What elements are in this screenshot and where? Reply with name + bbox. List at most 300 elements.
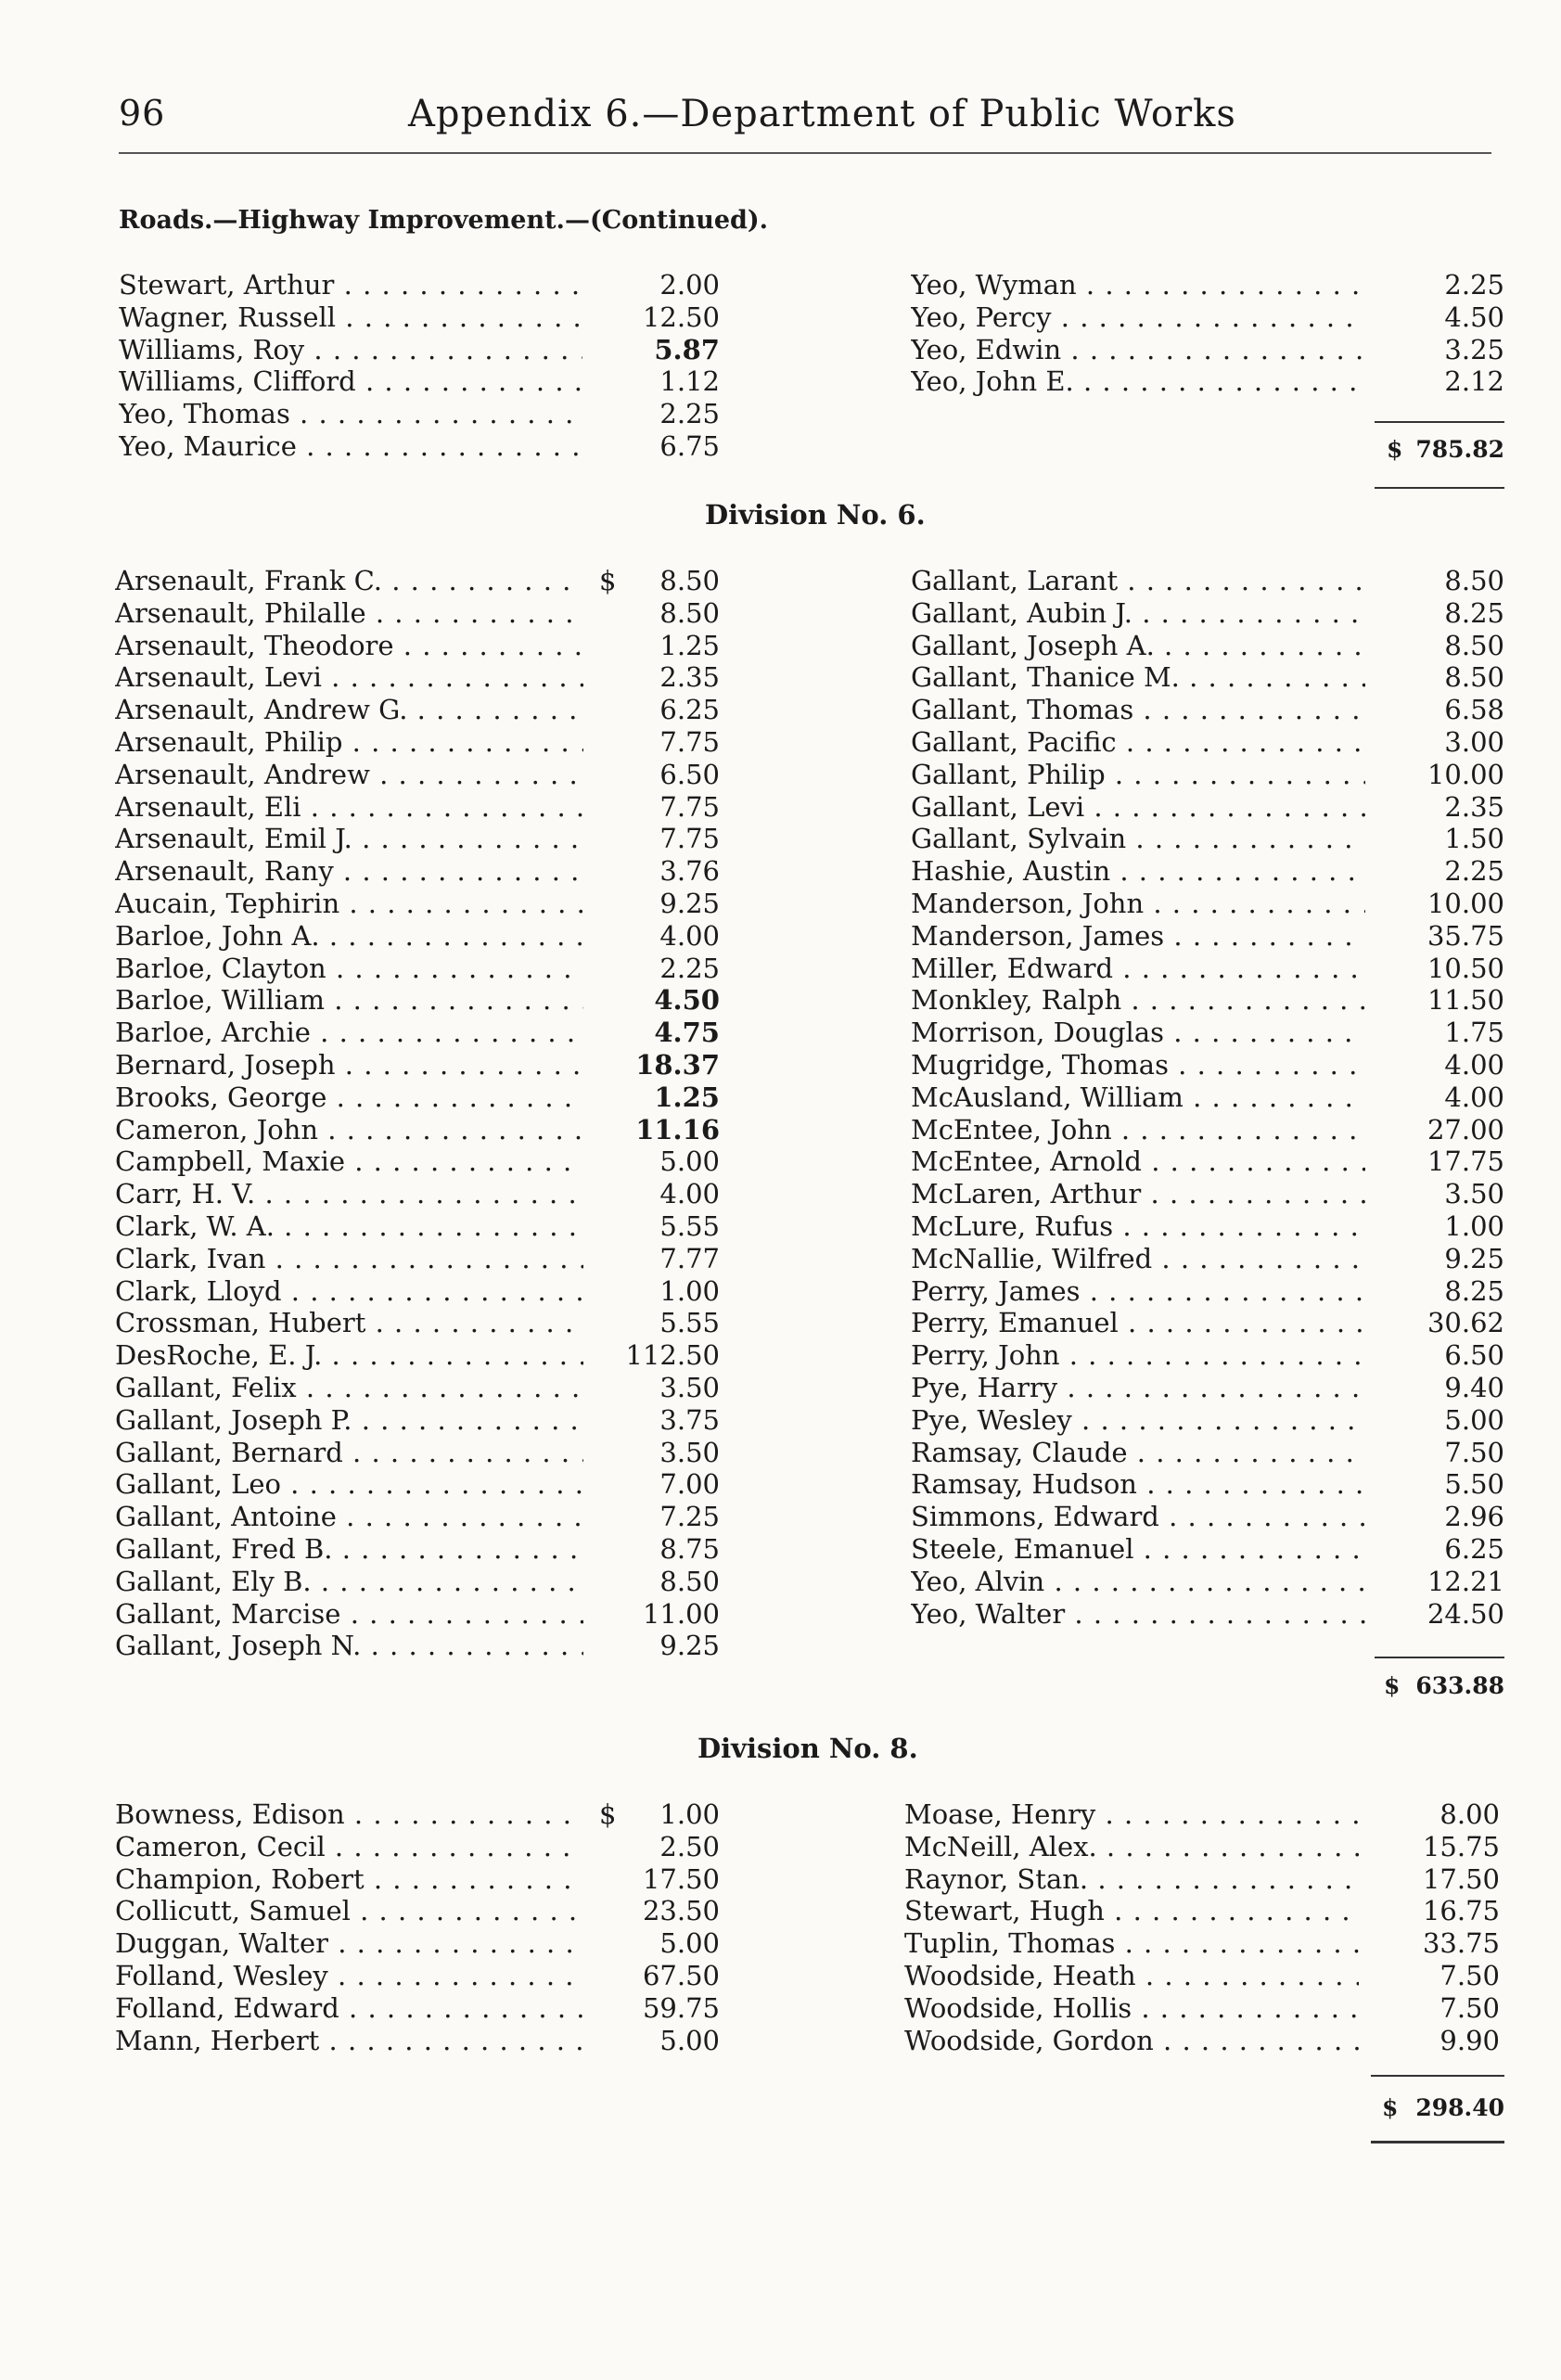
payment-amount: 5.00 (659, 1927, 720, 1960)
payee-name: Arsenault, Emil J. . . . (115, 823, 583, 855)
payee-name: Stewart, Arthur . . . (119, 269, 582, 301)
payment-amount: 18.37 (635, 1048, 720, 1081)
ledger-row (911, 855, 1514, 888)
payment-amount: 3.50 (1444, 1178, 1504, 1210)
ledger-row (119, 301, 722, 334)
ledger-row (119, 334, 722, 366)
payment-amount: 4.00 (659, 919, 720, 952)
payment-amount: 1.00 (1444, 1209, 1504, 1242)
payment-amount: 4.00 (1444, 1081, 1504, 1113)
ledger-row (911, 1049, 1514, 1081)
ledger-row (911, 1372, 1514, 1404)
ledger-row (911, 1533, 1514, 1566)
payee-name: Gallant, Joseph P. . . . (115, 1404, 583, 1437)
payee-name: Gallant, Antoine . . . (115, 1501, 583, 1533)
payee-name: Gallant, Leo . . . (115, 1468, 583, 1501)
payee-name: Barloe, Archie . . . (115, 1017, 583, 1049)
payment-amount: 1.50 (1444, 823, 1504, 855)
payment-amount: 17.50 (642, 1862, 720, 1895)
payment-amount: 4.50 (654, 984, 720, 1017)
payment-amount: 17.50 (1422, 1862, 1500, 1895)
payment-amount: 8.00 (1439, 1798, 1500, 1830)
ledger-row (911, 953, 1514, 985)
ledger-row (115, 1501, 727, 1533)
division-8-total (1382, 2094, 1504, 2126)
payee-name: DesRoche, E. J. . . . (115, 1339, 583, 1372)
payment-amount: 8.50 (659, 1565, 720, 1597)
payee-name: Wagner, Russell . . . (119, 301, 582, 334)
ledger-row (911, 1598, 1514, 1631)
payee-name: Yeo, Percy . . . (911, 301, 1365, 334)
payment-amount: 7.25 (659, 1501, 720, 1533)
payment-amount: 9.25 (659, 887, 720, 919)
division-8-total-currency: $ (1382, 2094, 1399, 2121)
ledger-row (115, 661, 727, 694)
payment-amount: 2.35 (1444, 790, 1504, 823)
continued-right-column (911, 269, 1514, 398)
payee-name: Stewart, Hugh . . . (904, 1895, 1359, 1927)
ledger-row (115, 1081, 727, 1114)
payee-name: Monkley, Ralph . . . (911, 984, 1365, 1017)
ledger-row (115, 823, 727, 855)
ledger-row (911, 1501, 1514, 1533)
division-6-total-value: 633.88 (1415, 1672, 1504, 1699)
ledger-row (911, 334, 1514, 366)
payee-name: Yeo, Thomas . . . (119, 398, 582, 430)
currency-sign: $ (599, 1798, 617, 1830)
ledger-row (115, 1960, 727, 1992)
payment-amount: 4.00 (1444, 1048, 1504, 1081)
payee-name: Manderson, John . . . (911, 888, 1365, 920)
ledger-row (115, 1992, 727, 2025)
payee-name: Perry, John . . . (911, 1339, 1365, 1372)
ledger-row (911, 630, 1514, 662)
ledger-row (115, 1533, 727, 1566)
payment-amount: 3.75 (659, 1403, 720, 1436)
payee-name: Ramsay, Hudson . . . (911, 1468, 1365, 1501)
division-6-total-currency: $ (1384, 1672, 1401, 1699)
payment-amount: 6.50 (659, 758, 720, 790)
ledger-row (911, 1081, 1514, 1114)
payment-amount: 11.00 (642, 1597, 720, 1630)
payee-name: Yeo, John E. . . . (911, 365, 1365, 398)
payment-amount: 10.00 (1427, 887, 1504, 919)
payment-amount: 33.75 (1422, 1927, 1500, 1960)
payment-amount: 2.25 (659, 398, 720, 430)
payment-amount: 3.50 (659, 1436, 720, 1468)
payment-amount: 2.00 (659, 269, 720, 301)
payee-name: Gallant, Felix . . . (115, 1372, 583, 1404)
payee-name: Yeo, Alvin . . . (911, 1566, 1365, 1598)
ledger-row (115, 1468, 727, 1501)
payment-amount: 6.25 (1444, 1532, 1504, 1565)
payee-name: Collicutt, Samuel . . . (115, 1895, 583, 1927)
payment-amount: 10.00 (1427, 758, 1504, 790)
ledger-row (115, 888, 727, 920)
payment-amount: 1.12 (659, 365, 720, 398)
ledger-row (119, 365, 722, 398)
ledger-row (904, 1992, 1507, 2025)
payee-name: Williams, Clifford . . . (119, 365, 582, 398)
payee-name: Campbell, Maxie . . . (115, 1145, 583, 1178)
ledger-row (115, 1114, 727, 1146)
ledger-row (904, 1895, 1507, 1927)
payment-amount: 7.75 (659, 823, 720, 855)
payment-amount: 7.77 (659, 1242, 720, 1274)
ledger-row (904, 1798, 1507, 1831)
payee-name: Gallant, Aubin J. . . . (911, 597, 1365, 630)
payment-amount: 3.76 (659, 855, 720, 888)
payee-name: Mugridge, Thomas . . . (911, 1049, 1365, 1081)
payment-amount: 10.50 (1427, 952, 1504, 984)
ledger-row (911, 365, 1514, 398)
ledger-row (904, 2025, 1507, 2057)
payment-amount: 8.25 (1444, 1274, 1504, 1307)
payee-name: Yeo, Wyman . . . (911, 269, 1365, 301)
payee-name: Woodside, Heath . . . (904, 1960, 1359, 1992)
payment-amount: 35.75 (1427, 919, 1504, 952)
ledger-row (115, 920, 727, 953)
payee-name: Raynor, Stan. . . . (904, 1863, 1359, 1896)
payee-name: Arsenault, Eli . . . (115, 791, 583, 824)
division-8-total-value: 298.40 (1415, 2094, 1504, 2121)
payee-name: McAusland, William . . . (911, 1081, 1365, 1114)
payee-name: McEntee, John . . . (911, 1114, 1365, 1146)
page-title: Appendix 6.—Department of Public Works (408, 93, 1236, 135)
payment-amount: 7.00 (659, 1468, 720, 1501)
ledger-row (115, 1404, 727, 1437)
payee-name: Manderson, James . . . (911, 920, 1365, 953)
payee-name: Barloe, John A. . . . (115, 920, 583, 953)
payee-name: Gallant, Sylvain . . . (911, 823, 1365, 855)
payment-amount: 1.75 (1444, 1017, 1504, 1049)
division-6-left-column (115, 565, 727, 1662)
ledger-row (119, 398, 722, 430)
ledger-row (119, 430, 722, 463)
payee-name: McNeill, Alex. . . . (904, 1831, 1359, 1863)
payment-amount: 8.50 (1444, 565, 1504, 596)
ledger-row (115, 1243, 727, 1275)
ledger-row (115, 1895, 727, 1927)
payment-amount: 1.25 (654, 1081, 720, 1113)
payee-name: Morrison, Douglas . . . (911, 1017, 1365, 1049)
payee-name: Duggan, Walter . . . (115, 1927, 583, 1960)
payment-amount: 30.62 (1427, 1307, 1504, 1339)
ledger-row (115, 791, 727, 824)
payee-name: Pye, Harry . . . (911, 1372, 1365, 1404)
ledger-row (911, 1145, 1514, 1178)
payment-amount: 11.16 (635, 1113, 720, 1145)
ledger-row (911, 661, 1514, 694)
ledger-row (904, 1863, 1507, 1896)
payment-amount: 4.50 (1444, 301, 1504, 333)
payee-name: Arsenault, Theodore . . . (115, 630, 583, 662)
ledger-row (911, 1178, 1514, 1210)
payee-name: Gallant, Philip . . . (911, 759, 1365, 791)
ledger-row (115, 1630, 727, 1662)
ledger-row (115, 953, 727, 985)
payee-name: Moase, Henry . . . (904, 1798, 1359, 1831)
payment-amount: 1.00 (659, 1274, 720, 1307)
payment-amount: 6.50 (1444, 1339, 1504, 1372)
division-6-title: Division No. 6. (705, 499, 926, 531)
ledger-row (115, 1798, 727, 1831)
payment-amount: 2.35 (659, 661, 720, 694)
ledger-row (911, 694, 1514, 726)
payee-name: Arsenault, Rany . . . (115, 855, 583, 888)
payee-name: Arsenault, Philalle . . . (115, 597, 583, 630)
ledger-row (115, 1339, 727, 1372)
ledger-row (911, 1468, 1514, 1501)
payee-name: Folland, Edward . . . (115, 1992, 583, 2025)
payee-name: Gallant, Thomas . . . (911, 694, 1365, 726)
payment-amount: 2.25 (659, 952, 720, 984)
ledger-row (904, 1960, 1507, 1992)
payee-name: Steele, Emanuel . . . (911, 1533, 1365, 1566)
ledger-row (115, 1927, 727, 1960)
payee-name: Ramsay, Claude . . . (911, 1437, 1365, 1469)
payee-name: Clark, Lloyd . . . (115, 1275, 583, 1308)
continued-total-value: 785.82 (1415, 436, 1504, 463)
payment-amount: 7.50 (1439, 1991, 1500, 2024)
payee-name: Arsenault, Frank C. . . . (115, 565, 583, 597)
payment-amount: 12.21 (1427, 1565, 1504, 1597)
payment-amount: 4.00 (659, 1178, 720, 1210)
division-8-title: Division No. 8. (697, 1733, 918, 1764)
page-header (119, 93, 1491, 158)
ledger-row (115, 1145, 727, 1178)
ledger-row (911, 1307, 1514, 1339)
payment-amount: 8.25 (1444, 596, 1504, 629)
continued-total (1387, 436, 1504, 467)
payment-amount: 24.50 (1427, 1597, 1504, 1630)
payee-name: Woodside, Gordon . . . (904, 2025, 1359, 2057)
payee-name: Arsenault, Levi . . . (115, 661, 583, 694)
continued-total-rule (1375, 421, 1504, 423)
ledger-row (911, 1339, 1514, 1372)
ledger-row (911, 791, 1514, 824)
payee-name: Cameron, John . . . (115, 1114, 583, 1146)
payee-name: Woodside, Hollis . . . (904, 1992, 1359, 2025)
payment-amount: 9.90 (1439, 2024, 1500, 2056)
ledger-row (119, 269, 722, 301)
payee-name: Bowness, Edison . . . (115, 1798, 583, 1831)
payment-amount: 1.00 (659, 1798, 720, 1830)
payment-amount: 7.50 (1444, 1436, 1504, 1468)
payee-name: Tuplin, Thomas . . . (904, 1927, 1359, 1960)
payee-name: Gallant, Larant . . . (911, 565, 1365, 597)
ledger-row (911, 759, 1514, 791)
payment-amount: 67.50 (642, 1959, 720, 1991)
payee-name: Gallant, Joseph A. . . . (911, 630, 1365, 662)
ledger-row (115, 1372, 727, 1404)
payment-amount: 15.75 (1422, 1830, 1500, 1862)
ledger-row (911, 1114, 1514, 1146)
payment-amount: 9.40 (1444, 1371, 1504, 1403)
payee-name: Yeo, Edwin . . . (911, 334, 1365, 366)
payment-amount: 4.75 (654, 1017, 720, 1049)
ledger-row (911, 1404, 1514, 1437)
payee-name: Gallant, Levi . . . (911, 791, 1365, 824)
payment-amount: 3.25 (1444, 333, 1504, 365)
division-8-right-column (904, 1798, 1507, 2056)
payment-amount: 7.75 (659, 790, 720, 823)
ledger-row (115, 565, 727, 597)
payee-name: McLaren, Arthur . . . (911, 1178, 1365, 1210)
payment-amount: 6.25 (659, 694, 720, 726)
ledger-row (115, 1049, 727, 1081)
section-title: Roads.—Highway Improvement.—(Continued). (119, 206, 769, 235)
ledger-row (911, 1210, 1514, 1243)
payment-amount: 112.50 (625, 1339, 720, 1372)
payee-name: McEntee, Arnold . . . (911, 1145, 1365, 1178)
ledger-row (115, 1275, 727, 1308)
ledger-row (115, 630, 727, 662)
ledger-row (115, 759, 727, 791)
ledger-row (911, 269, 1514, 301)
ledger-row (115, 1017, 727, 1049)
payee-name: Gallant, Bernard . . . (115, 1437, 583, 1469)
ledger-row (911, 597, 1514, 630)
ledger-row (115, 1307, 727, 1339)
payee-name: Arsenault, Andrew G. . . . (115, 694, 583, 726)
ledger-row (911, 1243, 1514, 1275)
payment-amount: 3.00 (1444, 725, 1504, 758)
payment-amount: 8.50 (1444, 661, 1504, 694)
division-6-total (1384, 1672, 1504, 1704)
payment-amount: 9.25 (659, 1630, 720, 1662)
ledger-row (911, 888, 1514, 920)
payment-amount: 17.75 (1427, 1145, 1504, 1178)
ledger-row (115, 1178, 727, 1210)
payee-name: Miller, Edward . . . (911, 953, 1365, 985)
ledger-row (115, 1863, 727, 1896)
payment-amount: 7.50 (1439, 1959, 1500, 1991)
payee-name: Clark, W. A. . . . (115, 1210, 583, 1243)
ledger-row (904, 1927, 1507, 1960)
ledger-row (115, 2025, 727, 2057)
ledger-row (115, 726, 727, 759)
payee-name: Arsenault, Philip . . . (115, 726, 583, 759)
payee-name: Perry, Emanuel . . . (911, 1307, 1365, 1339)
payee-name: McNallie, Wilfred . . . (911, 1243, 1365, 1275)
payment-amount: 5.00 (659, 2024, 720, 2056)
payee-name: McLure, Rufus . . . (911, 1210, 1365, 1243)
continued-total-underline (1375, 487, 1504, 489)
payee-name: Folland, Wesley . . . (115, 1960, 583, 1992)
payee-name: Champion, Robert . . . (115, 1863, 583, 1896)
payee-name: Gallant, Ely B. . . . (115, 1566, 583, 1598)
continued-left-column (119, 269, 722, 463)
currency-sign: $ (599, 565, 617, 596)
ledger-row (115, 1566, 727, 1598)
payment-amount: 11.50 (1427, 984, 1504, 1017)
payee-name: Gallant, Fred B. . . . (115, 1533, 583, 1566)
payment-amount: 2.25 (1444, 855, 1504, 888)
division-8-left-column (115, 1798, 727, 2056)
payment-amount: 8.75 (659, 1532, 720, 1565)
ledger-row (911, 301, 1514, 334)
payee-name: Pye, Wesley . . . (911, 1404, 1365, 1437)
payment-amount: 27.00 (1427, 1113, 1504, 1145)
payee-name: Gallant, Pacific . . . (911, 726, 1365, 759)
payee-name: Barloe, William . . . (115, 984, 583, 1017)
payee-name: Perry, James . . . (911, 1275, 1365, 1308)
payee-name: Yeo, Maurice . . . (119, 430, 582, 463)
ledger-row (904, 1831, 1507, 1863)
payment-amount: 5.00 (659, 1145, 720, 1178)
continued-total-currency: $ (1387, 436, 1403, 463)
division-6-right-column (911, 565, 1514, 1630)
payee-name: Barloe, Clayton . . . (115, 953, 583, 985)
payment-amount: 59.75 (642, 1991, 720, 2024)
payee-name: Gallant, Marcise . . . (115, 1598, 583, 1631)
ledger-row (115, 1831, 727, 1863)
division-8-total-underline (1371, 2141, 1504, 2143)
ledger-row (911, 1566, 1514, 1598)
ledger-row (115, 984, 727, 1017)
payee-name: Cameron, Cecil . . . (115, 1831, 583, 1863)
ledger-row (911, 1275, 1514, 1308)
payment-amount: 8.50 (659, 596, 720, 629)
payment-amount: 23.50 (642, 1895, 720, 1927)
payment-amount: 5.50 (1444, 1468, 1504, 1501)
payee-name: Clark, Ivan . . . (115, 1243, 583, 1275)
payee-name: Yeo, Walter . . . (911, 1598, 1365, 1631)
payment-amount: 9.25 (1444, 1242, 1504, 1274)
payee-name: Arsenault, Andrew . . . (115, 759, 583, 791)
payee-name: Hashie, Austin . . . (911, 855, 1365, 888)
ledger-row (911, 726, 1514, 759)
ledger-row (911, 823, 1514, 855)
payee-name: Carr, H. V. . . . (115, 1178, 583, 1210)
payee-name: Mann, Herbert . . . (115, 2025, 583, 2057)
payment-amount: 2.12 (1444, 365, 1504, 398)
payment-amount: 8.50 (659, 565, 720, 596)
ledger-row (115, 855, 727, 888)
ledger-row (911, 984, 1514, 1017)
payment-amount: 12.50 (642, 301, 720, 333)
payment-amount: 5.55 (659, 1209, 720, 1242)
payee-name: Bernard, Joseph . . . (115, 1049, 583, 1081)
payment-amount: 2.25 (1444, 269, 1504, 301)
payee-name: Gallant, Thanice M. . . . (911, 661, 1365, 694)
payment-amount: 5.55 (659, 1307, 720, 1339)
payment-amount: 8.50 (1444, 629, 1504, 661)
payee-name: Gallant, Joseph N. . . . (115, 1630, 583, 1662)
payment-amount: 5.00 (1444, 1403, 1504, 1436)
payee-name: Simmons, Edward . . . (911, 1501, 1365, 1533)
division-8-total-rule (1371, 2075, 1504, 2077)
ledger-row (115, 1598, 727, 1631)
payee-name: Crossman, Hubert . . . (115, 1307, 583, 1339)
ledger-row (911, 565, 1514, 597)
ledger-row (115, 694, 727, 726)
payment-amount: 2.50 (659, 1830, 720, 1862)
payment-amount: 7.75 (659, 725, 720, 758)
ledger-row (911, 1017, 1514, 1049)
payee-name: Williams, Roy . . . (119, 334, 582, 366)
payment-amount: 16.75 (1422, 1895, 1500, 1927)
ledger-row (911, 1437, 1514, 1469)
payment-amount: 2.96 (1444, 1501, 1504, 1533)
payment-amount: 5.87 (654, 333, 720, 365)
payee-name: Brooks, George . . . (115, 1081, 583, 1114)
payment-amount: 3.50 (659, 1371, 720, 1403)
payment-amount: 1.25 (659, 629, 720, 661)
payee-name: Aucain, Tephirin . . . (115, 888, 583, 920)
ledger-row (115, 1210, 727, 1243)
